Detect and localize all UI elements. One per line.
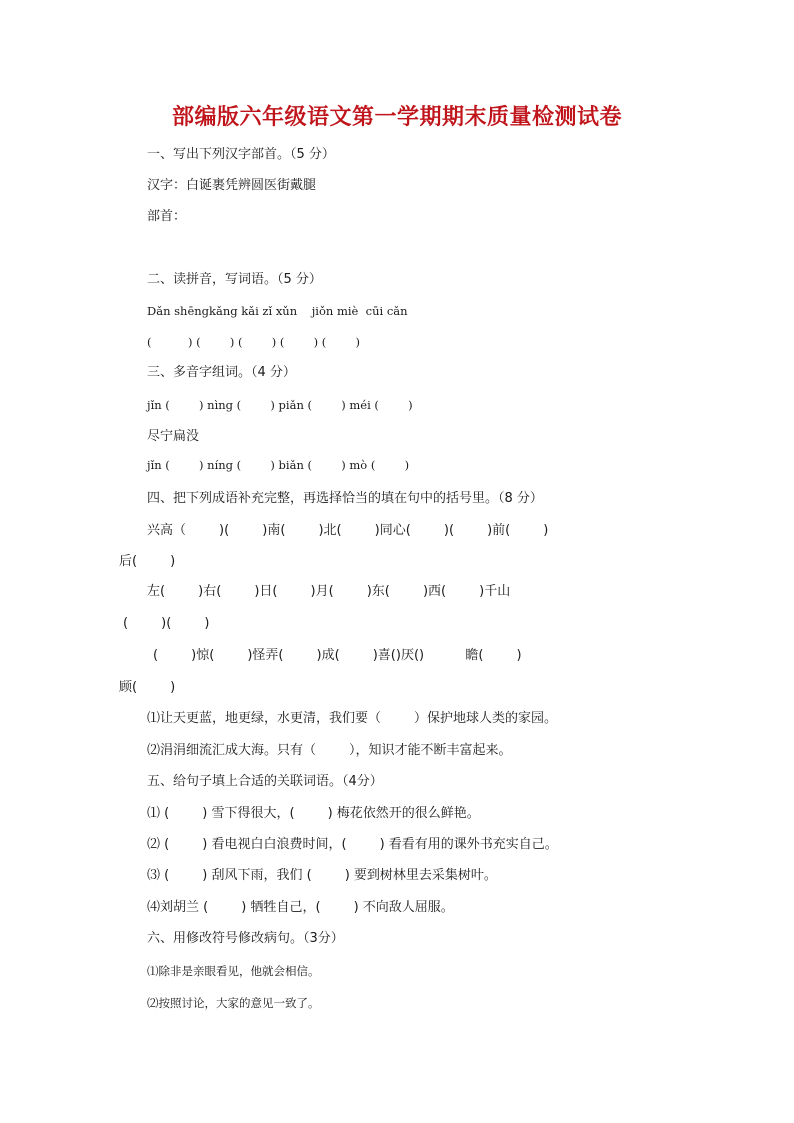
section-4-heading: 四、把下列成语补充完整，再选择恰当的填在句中的括号里。（8 分） — [147, 491, 543, 506]
section-4-idiom-row-1-cont: 后( ) — [119, 554, 176, 569]
section-4-idiom-row-3-cont: 顾( ) — [119, 680, 176, 695]
section-4-idiom-row-3: ( )惊( )怪弄( )成( )喜()厌() 瞻( ) — [153, 648, 522, 663]
section-2-heading: 二、读拼音，写词语。（5 分） — [147, 272, 322, 287]
section-1-radicals: 部首： — [147, 209, 187, 224]
section-5-question-2: ⑵ ( ) 看电视白白浪费时间，( ) 看看有用的课外书充实自己。 — [147, 837, 558, 852]
section-4-question-2: ⑵涓涓细流汇成大海。只有（ ），知识才能不断丰富起来。 — [147, 743, 512, 758]
section-6-question-1: ⑴除非是亲眼看见，他就会相信。 — [147, 964, 320, 978]
section-3-characters: 尽宁扁没 — [147, 429, 200, 444]
section-5-heading: 五、给句子填上合适的关联词语。（4分） — [147, 774, 383, 789]
section-4-question-1: ⑴让天更蓝，地更绿，水更清，我们要（ ）保护地球人类的家园。 — [147, 711, 558, 726]
section-5-question-4: ⑷刘胡兰 ( ) 牺牲自己，( ) 不向敌人屈服。 — [147, 900, 454, 915]
section-3-heading: 三、多音字组词。（4 分） — [147, 365, 296, 380]
section-4-idiom-row-1: 兴高（ )( )南( )北( )同心( )( )前( ) — [147, 523, 549, 538]
section-5-question-1: ⑴ ( ) 雪下得很大，( ) 梅花依然开的很么鲜艳。 — [147, 806, 480, 821]
section-3-row-2: jǐn ( ) níng ( ) biǎn ( ) mò ( ) — [147, 458, 410, 472]
section-2-pinyin: Dǎn shēngkǎng kǎi zǐ xǔn jiǒn miè cūi cǎn — [147, 304, 408, 318]
section-2-blanks: ( ) ( ) ( ) ( ) ( ) — [147, 335, 361, 349]
section-1-characters: 汉字：白诞裹凭辨圆医街戴腿 — [147, 178, 317, 193]
section-6-question-2: ⑵按照讨论，大家的意见一致了。 — [147, 996, 320, 1010]
section-1-heading: 一、写出下列汉字部首。（5 分） — [147, 147, 335, 162]
section-6-heading: 六、用修改符号修改病句。（3分） — [147, 931, 344, 946]
section-5-question-3: ⑶ ( ) 刮风下雨，我们 ( ) 要到树林里去采集树叶。 — [147, 868, 497, 883]
section-3-row-1: jǐn ( ) nìng ( ) piǎn ( ) méi ( ) — [147, 398, 413, 412]
section-4-idiom-row-2: 左( )右( )日( )月( )东( )西( )千山 — [147, 584, 511, 599]
section-4-idiom-row-2-cont: ( )( ) — [123, 616, 210, 631]
exam-title: 部编版六年级语文第一学期期末质量检测试卷 — [171, 104, 622, 130]
